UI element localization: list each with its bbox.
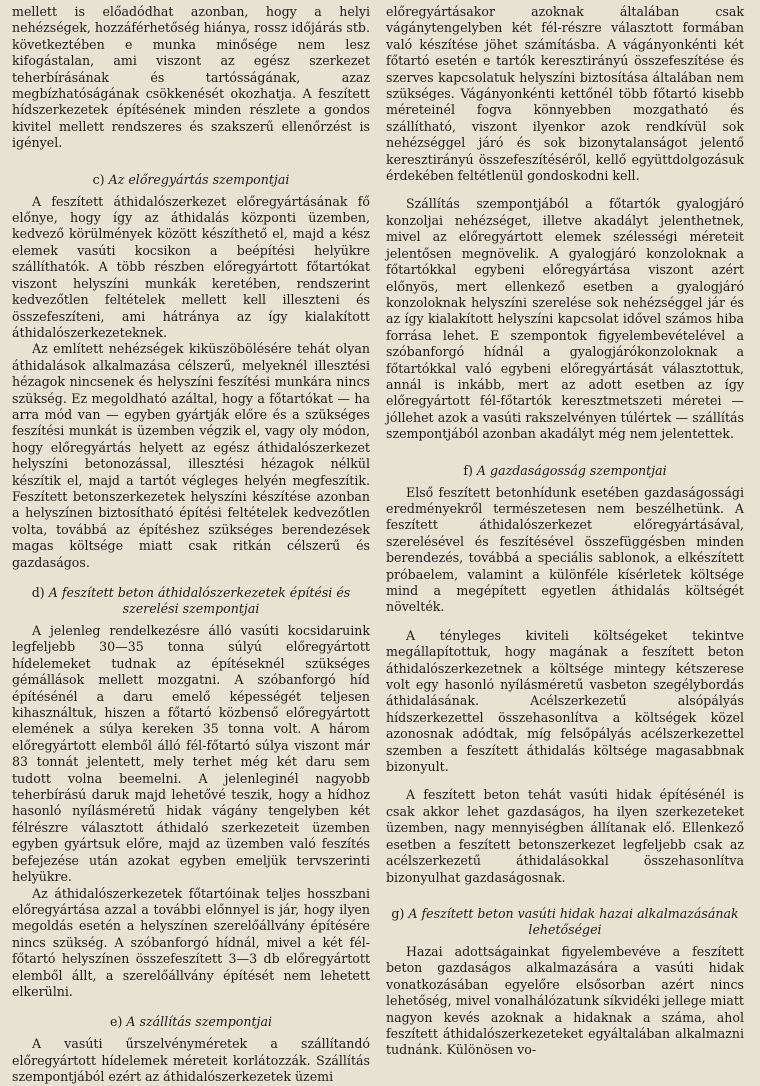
section-c-paragraph-1: A feszített áthidalószerkezet előregyártásának fő előnye, hogy így az áthidalás központi üzemben, kedvező körülmények között készíthető el, majd a kész elemek vasúti kocsikon a beépítési helyükre szállíthatók. A több részben előregyártott főtartókat viszont helyszíni munkák keretében, rendszerint kedvezőtlen feltételek mellett kell illeszteni és összefeszíteni, ami hátránya az így kialakított áthidalószerkezeteknek.: [12, 193, 370, 340]
section-c-paragraph-2: Az említett nehézségek kiküszöbölésére tehát olyan áthidalások alkalmazása célszerű, melyeknél illesztési hézagok nincsenek és helyszíni feszítési munkára nincs szükség. Ez megoldható azáltal, hogy a főtartókat — ha arra mód van — egyben gyártják előre és a szükséges feszítési munkát is üzemben végzik el, vagy oly módon, hogy előregyártás helyett az egész áthidalószerkezet helyszíni betonozással, illesztési hézagok nélkül készítik el, majd a tartót végleges helyén megfeszítik. Feszített betonszerkezetek helyszíni készítése azonban a helyszínen biztosítható építési feltételek kedvezőtlen volta, továbbá az építéshez szükséges berendezések magas költsége miatt csak ritkán célszerű és gazdaságos.: [12, 341, 370, 570]
section-d-paragraph-1: A jelenleg rendelkezésre álló vasúti kocsidaruink legfeljebb 30—35 tonna súlyú előregyártott hídelemeket tudnak az építéseknél szükséges gémállások mellett mozgatni. A szóbanforgó híd építésénél a daru emelő képességét teljesen kihasználtuk, hiszen a főtartó közbenső előregyártott elemének a súlya kereken 35 tonna volt. A három előregyártott elemből álló fél-főtartó súlya viszont már 83 tonnát jelentett, mely terhet még két daru sem tudott volna beemelni. A jelenleginél nagyobb teherbírású daruk majd lehetővé teszik, hogy a hídhoz hasonló nyílásméretű hidak vágány tengelyben két félrészre választott áthidaló szerkezeteit üzemben egyben gyártsuk előre, majd az üzemben való feszítés befejezése után azokat egyben emeljük tervszerinti helyükre.: [12, 623, 370, 885]
section-c-heading: [12, 172, 370, 188]
section-e-title: A szállítás szempontjai: [126, 1014, 272, 1030]
section-f-paragraph-1: Első feszített betonhídunk esetében gazdaságossági eredményekről természetesen nem beszélhetünk. A feszített áthidalószerkezet előregyártásával, szerelésével és feszítésével összefüggésben minden berendezés, továbbá a speciális sablonok, a elkészített próbaelem, valamint a különféle kísérletek költsége mind a megépített egyetlen áthidalás költségét növelték.: [386, 484, 744, 615]
left-column: [12, 4, 370, 1085]
section-f-letter: f): [463, 462, 473, 478]
section-g-heading: [386, 906, 744, 938]
right-column: [386, 4, 744, 1058]
section-f-heading: [386, 463, 744, 479]
section-g-paragraph-1: Hazai adottságainkat figyelembevéve a feszített beton gazdaságos alkalmazására a vasúti hidak vonatkozásában egyelőre elsősorban azért nincs lehetőség, mivel vonalhálózatunk síkvidéki jellege miatt nagyon kevés azoknak a hidaknak a száma, ahol feszített áthidalószerkezeteket egyáltalában alkalmazni tudnánk. Különösen vo-: [386, 943, 744, 1058]
intro-paragraph: mellett is előadódhat azonban, hogy a helyi nehézségek, hozzáférhetőség hiánya, rossz időjárás stb. következtében e munka minősége nem lesz kifogástalan, ami viszont az egész szerkezet teherbírásának és tartósságának, azaz megbízhatóságának csökkenését okozhatja. A feszített hídszerkezetek építésének minden részlete a gondos kivitel mellett rendszeres és szakszerű ellenőrzést is igényel.: [12, 4, 370, 151]
section-f-title: A gazdaságosság szempontjai: [476, 462, 667, 478]
continued-paragraph: előregyártásakor azoknak általában csak vágánytengelyben két fél-részre választott formában való készítése jöhet számításba. A vágányonkénti két főtartó esetén e tartók keresztirányú összefeszítése és szerves kapcsolatuk helyszíni biztosítása általában nem szükséges. Vágányonkénti kettőnél több főtartó kisebb méreteinél fogva könnyebben mozgatható és szállítható, viszont ilyenkor azok rendkívül sok nehézséggel járó és sok bizonytalanságot jelentő keresztirányú összefeszítéséről, kellő együttdolgozásuk érdekében feltétlenül gondoskodni kell.: [386, 4, 744, 184]
section-d-title: A feszített beton áthidalószerkezetek építési és szerelési szempontjai: [48, 585, 351, 616]
section-c-letter: c): [92, 171, 105, 187]
section-f-paragraph-3: A feszített beton tehát vasúti hidak építésénél is csak akkor lehet gazdaságos, ha ilyen szerkezeteket üzemben, nagy mennyiségben állítanak elő. Ellenkező esetben a feszített betonszerkezet legfeljebb csak az acélszerkezetű áthidalásokkal összehasonlítva bizonyulhat gazdaságosnak.: [386, 787, 744, 885]
section-d-heading: [12, 585, 370, 617]
section-e-heading: [12, 1014, 370, 1030]
section-c-title: Az előregyártás szempontjai: [108, 171, 290, 187]
section-g-title: A feszített beton vasúti hidak hazai alkalmazásának lehetőségei: [408, 905, 739, 937]
section-d-letter: d): [31, 585, 45, 600]
section-g-letter: g): [391, 905, 405, 921]
transport-paragraph: Szállítás szempontjából a főtartók gyalogjáró konzoljai nehézséget, illetve akadályt jelenthetnek, mivel az előregyártott elemek szélességi méreteit jelentősen megnövelik. A gyalogjáró konzoloknak a főtartókkal egybeni előregyártása viszont azért előnyös, mert ellenkező esetben a gyalogjáró konzoloknak helyszíni szerelése sok nehézséggel jár és az így kialakított helyszíni kapcsolat idővel számos hiba forrása lehet. E szempontok figyelembevételével a szóbanforgó hídnál a gyalogjárókonzoloknak a főtartókkal való egybeni előregyártását választottuk, annál is inkább, mert az adott esetben az így előregyártott fél-főtartók keresztmetszeti méretei — jóllehet azok a vasúti rakszelvényen túlértek — szállítás szempontjából azonban akadályt még nem jelentettek.: [386, 196, 744, 442]
section-d-paragraph-2: Az áthidalószerkezetek főtartóinak teljes hosszbani előregyártása azzal a további előnnyel is jár, hogy ilyen megoldás esetén a helyszínen szerelőállvány építésére nincs szükség. A szóbanforgó hídnál, mivel a két fél-főtartó helyszínen összefeszített 3—3 db előregyártott elemből állt, a szerelőállvány építését nem lehetett elkerülni.: [12, 885, 370, 999]
section-f-paragraph-2: A tényleges kiviteli költségeket tekintve megállapítottuk, hogy magának a feszített beton áthidalószerkezetnek a költsége mintegy kétszerese volt egy hasonló nyílásméretű vasbeton szegélybordás áthidalásának. Acélszerkezetű alsópályás hídszerkezettel összehasonlítva a költségek közel azonosnak adódtak, míg felsőpályás acélszerkezettel szemben a feszített áthidalás költsége magasabbnak bizonyult.: [386, 627, 744, 775]
section-e-letter: e): [110, 1014, 123, 1030]
section-e-paragraph-1: A vasúti űrszelvényméretek a szállítandó előregyártott hídelemek méreteit korlátozzák. Szállítás szempontjából ezért az áthidalószerkezetek üzemi: [12, 1036, 370, 1085]
